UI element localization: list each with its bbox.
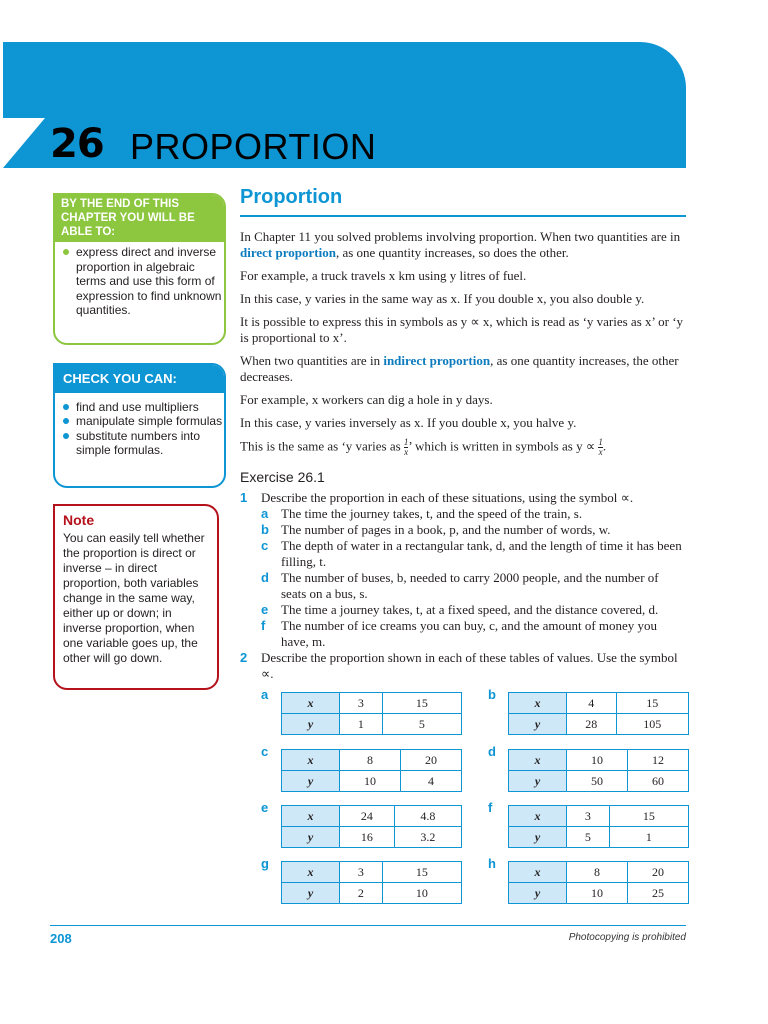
banner-notch (3, 118, 45, 168)
table-label: b (488, 687, 496, 702)
term-direct-proportion: direct proportion (240, 245, 336, 260)
question-part: c The depth of water in a rectangular tank, d, and the length of time it has been filling, t. (261, 538, 682, 569)
table-label: f (488, 800, 493, 815)
table-label: c (261, 744, 269, 759)
chapter-aims-box (53, 193, 226, 345)
question-1 (240, 490, 686, 650)
paragraph-indirect: When two quantities are in indirect proportion, as one quantity increases, the other decreases. (240, 353, 679, 384)
chapter-title: PROPORTION (130, 126, 377, 167)
page-number: 208 (50, 931, 72, 946)
check-item: substitute numbers into simple formulas. (55, 429, 224, 458)
paragraph-inverse-case: In this case, y varies inversely as x. If you double x, you halve y. (240, 415, 577, 430)
copyright-notice: Photocopying is prohibited (568, 932, 686, 943)
values-table-f: f x 3 15 y 5 1 (508, 805, 689, 848)
values-table-e: e x 24 4.8 y 16 3.2 (281, 805, 462, 848)
values-table-h: h x 8 20 y 10 25 (508, 861, 689, 904)
paragraph-symbols: It is possible to express this in symbols as y ∝ x, which is read as ‘y varies as x’ or ‘y is proportional to x’. (240, 314, 684, 345)
question-part: a The time the journey takes, t, and the speed of the train, s. (261, 506, 583, 521)
chapter-number: 26 (50, 121, 104, 167)
values-table-c: c x 8 20 y 10 4 (281, 749, 462, 792)
note-title: Note (63, 512, 95, 528)
values-table-d: d x 10 12 y 50 60 (508, 749, 689, 792)
fraction-one-over-x: $\frac{1}{x}$ (598, 437, 603, 457)
aims-heading: BY THE END OF THIS CHAPTER YOU WILL BE ABLE TO: (55, 195, 224, 242)
paragraph-direct-case: In this case, y varies in the same way as x. If you double x, you also double y. (240, 291, 645, 306)
question-2-text: Describe the proportion shown in each of these tables of values. Use the symbol ∝. (261, 650, 678, 681)
paragraph-workers-example: For example, x workers can dig a hole in y days. (240, 392, 493, 407)
term-indirect-proportion: indirect proportion (383, 353, 491, 368)
note-box (53, 504, 219, 690)
question-part: f The number of ice creams you can buy, c, and the amount of money you have, m. (261, 618, 658, 649)
values-table-g: g x 3 15 y 2 10 (281, 861, 462, 904)
question-1-text: Describe the proportion in each of these situations, using the symbol ∝. (261, 490, 634, 505)
table-label: g (261, 856, 269, 871)
table-label: h (488, 856, 496, 871)
fraction-one-over-x: $\frac{1}{x}$ (403, 437, 409, 457)
question-part: d The number of buses, b, needed to carry 2000 people, and the number of seats on a bus, s. (261, 570, 659, 601)
exercise-title: Exercise 26.1 (240, 469, 325, 485)
values-table-b: b x 4 15 y 28 105 (508, 692, 689, 735)
note-text: You can easily tell whether the proportion is direct or inverse – in direct proportion, both variables change in the same way, either up or down; in inverse proportion, when one variable goes up, the other will go down. (63, 531, 205, 665)
question-2 (240, 650, 686, 682)
aims-list (55, 242, 224, 318)
values-table-a: a x 3 15 y 1 5 (281, 692, 462, 735)
table-label: e (261, 800, 269, 815)
table-label: d (488, 744, 496, 759)
paragraph-direct: In Chapter 11 you solved problems involving proportion. When two quantities are in direct proportion, as one quantity increases, so does the other. (240, 229, 681, 260)
question-number: 2 (240, 650, 248, 665)
question-number: 1 (240, 490, 248, 505)
table-label: a (261, 687, 269, 702)
check-heading: CHECK YOU CAN: (55, 365, 224, 393)
question-part: b The number of pages in a book, p, and the number of words, w. (261, 522, 611, 537)
paragraph-truck-example: For example, a truck travels x km using y litres of fuel. (240, 268, 527, 283)
section-title: Proportion (240, 186, 686, 217)
paragraph-inverse-symbols: This is the same as ‘y varies as $\frac{1}{x}$ ’ which is written in symbols as y ∝ $\frac{1}{x}$ . (240, 437, 607, 457)
check-item: manipulate simple formulas (55, 414, 224, 429)
check-list (55, 393, 224, 458)
question-part: e The time a journey takes, t, at a fixed speed, and the distance covered, d. (261, 602, 659, 617)
footer-rule (50, 925, 686, 926)
aims-item: express direct and inverse proportion in algebraic terms and use this form of expression to find unknown quantities. (55, 245, 224, 318)
check-item: find and use multipliers (55, 400, 224, 415)
main-content (240, 186, 686, 682)
check-you-can-box (53, 363, 226, 488)
